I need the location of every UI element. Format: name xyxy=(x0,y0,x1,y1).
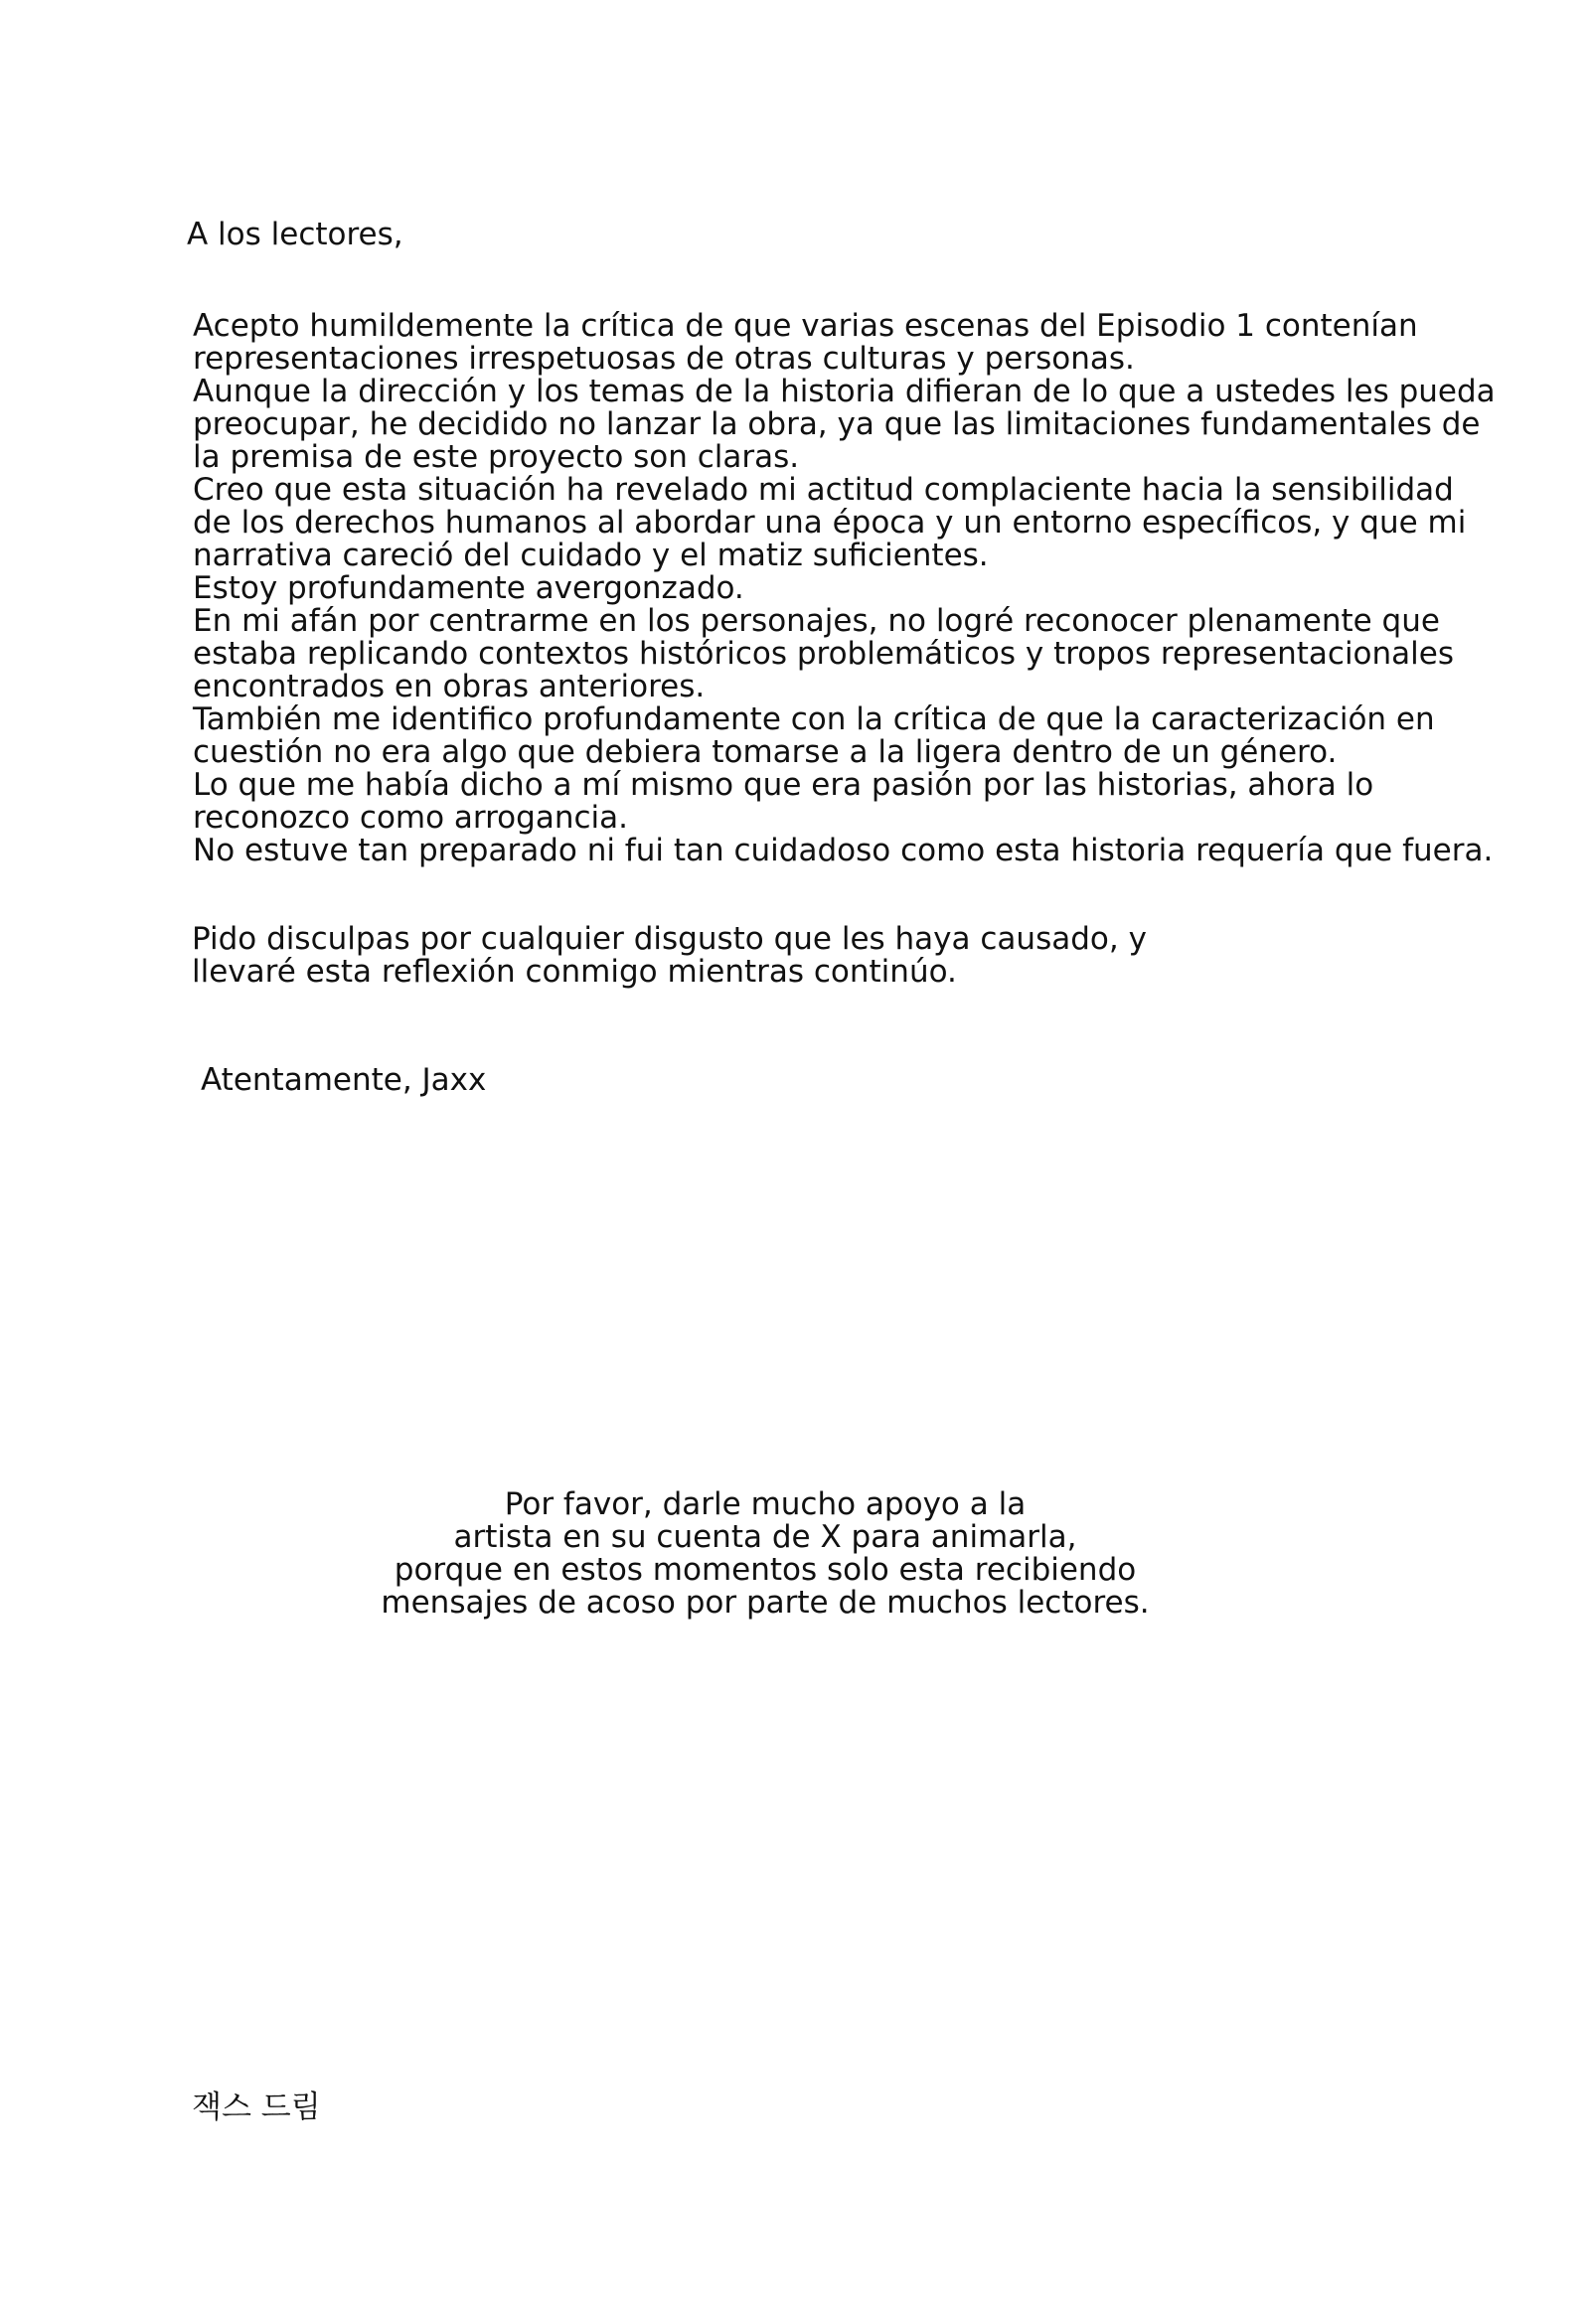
body-line: de los derechos humanos al abordar una época y un entorno específicos, y que mi xyxy=(193,505,1467,541)
korean-signature: 잭스 드림 xyxy=(192,2090,321,2125)
apology-line: Pido disculpas por cualquier disgusto que les haya causado, y xyxy=(192,921,1147,957)
body-line: También me identifico profundamente con la crítica de que la caracterización en xyxy=(193,701,1435,737)
body-line: representaciones irrespetuosas de otras culturas y personas. xyxy=(193,341,1135,377)
note-line: mensajes de acoso por parte de muchos lectores. xyxy=(381,1585,1150,1621)
apology-line: llevaré esta reflexión conmigo mientras continúo. xyxy=(192,954,957,990)
body-line: Estoy profundamente avergonzado. xyxy=(193,570,744,606)
body-line: No estuve tan preparado ni fui tan cuidadoso como esta historia requería que fuera. xyxy=(193,833,1494,868)
body-line: Aunque la dirección y los temas de la historia difieran de lo que a ustedes les pueda xyxy=(193,374,1496,409)
body-line: estaba replicando contextos históricos problemáticos y tropos representacionales xyxy=(193,636,1455,672)
body-line: reconozco como arrogancia. xyxy=(193,800,628,836)
body-line: Lo que me había dicho a mí mismo que era pasión por las historias, ahora lo xyxy=(193,767,1374,803)
body-line: cuestión no era algo que debiera tomarse a la ligera dentro de un género. xyxy=(193,734,1338,770)
body-line: narrativa careció del cuidado y el matiz suficientes. xyxy=(193,538,989,573)
body-line: Creo que esta situación ha revelado mi actitud complaciente hacia la sensibilidad xyxy=(193,472,1454,508)
body-line: la premisa de este proyecto son claras. xyxy=(193,439,800,475)
note-line: Por favor, darle mucho apoyo a la xyxy=(504,1486,1027,1522)
body-line: preocupar, he decidido no lanzar la obra, ya que las limitaciones fundamentales de xyxy=(193,406,1481,442)
support-note xyxy=(0,1488,1530,1620)
body-line: En mi afán por centrarme en los personajes, no logré reconocer plenamente que xyxy=(193,603,1440,639)
letter-greeting: A los lectores, xyxy=(187,217,403,252)
letter-apology xyxy=(192,923,1147,989)
letter-body xyxy=(193,310,1505,867)
body-line: encontrados en obras anteriores. xyxy=(193,669,706,704)
note-line: porque en estos momentos solo esta recibiendo xyxy=(394,1552,1137,1588)
letter-closing: Atentamente, Jaxx xyxy=(201,1062,487,1098)
body-line: Acepto humildemente la crítica de que varias escenas del Episodio 1 contenían xyxy=(193,308,1418,344)
note-line: artista en su cuenta de X para animarla, xyxy=(453,1519,1077,1555)
